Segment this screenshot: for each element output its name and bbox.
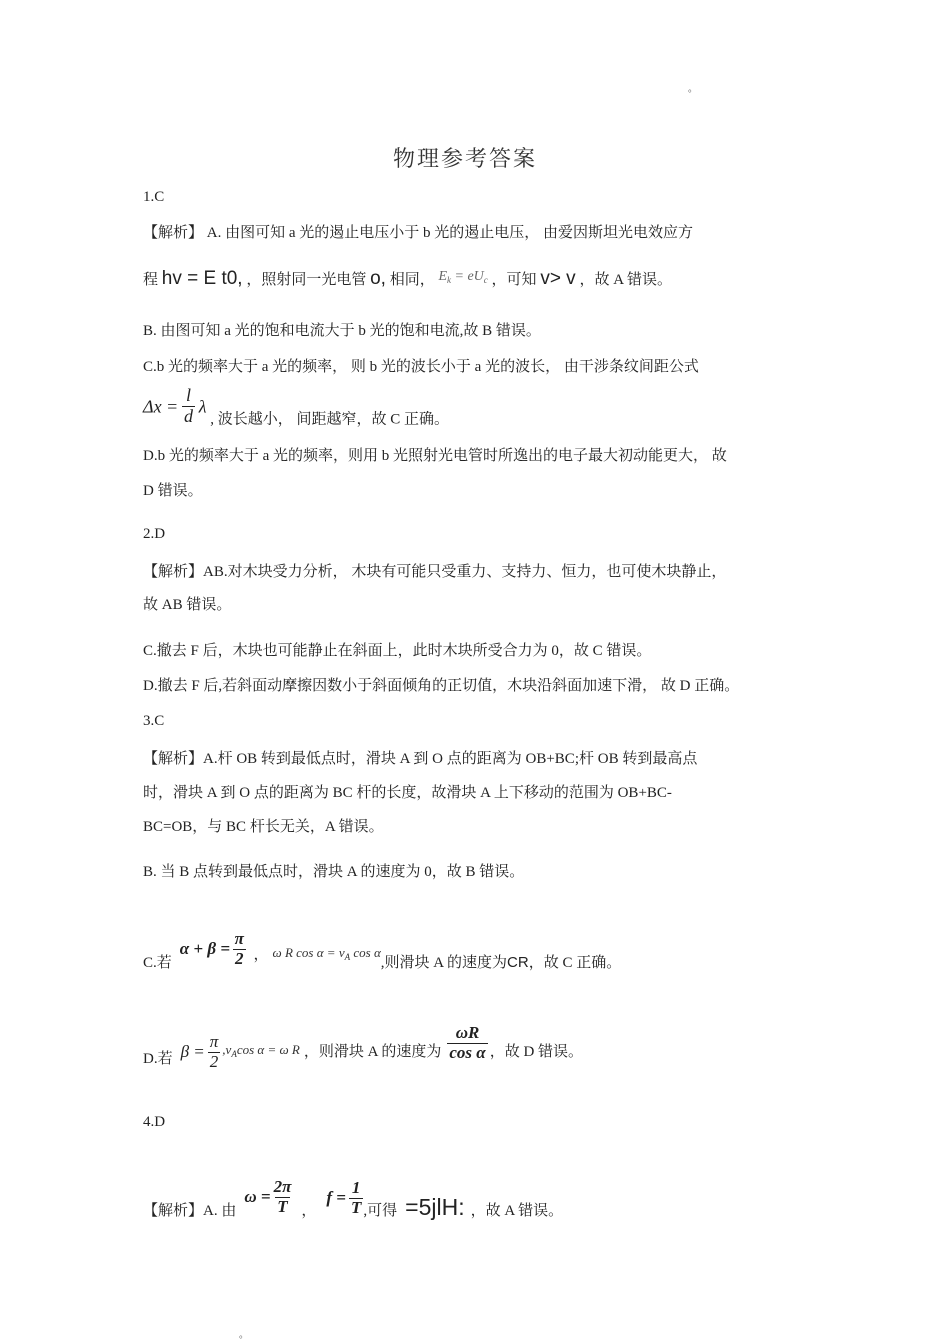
q3-c-cr: CR xyxy=(507,954,529,971)
page-title: 物理参考答案 xyxy=(393,146,538,171)
q3-c-pre: C.若 xyxy=(143,955,172,971)
q4-formula-omega: ω = $\frac{2\pi}{T}$ xyxy=(244,1176,292,1216)
q1-c-line2-text: , 波长越小， 间距越窄，故 C 正确。 xyxy=(210,411,450,428)
q3-analysis-d xyxy=(143,1016,583,1088)
q1-analysis-d-line1: D.b 光的频率大于 a 光的频率，则用 b 光照射光电管时所逸出的电子最大初动能更大， 故 xyxy=(143,448,727,464)
q1-a-mid2: 相同， xyxy=(389,272,435,288)
q3-formula-alpha-beta: α + β = $\frac{\pi}{2}$ xyxy=(179,928,244,968)
q3-analysis-a-line2: 时，滑块 A 到 O 点的距离为 BC 杆的长度，故滑块 A 上下移动的范围为 OB+BC- xyxy=(143,785,672,801)
q1-a-post: ，可知 xyxy=(491,272,537,288)
q3-d-pre: D.若 xyxy=(143,1051,173,1067)
q3-d-end: ，故 D 错误。 xyxy=(489,1044,584,1060)
header-mark: ° xyxy=(688,88,692,98)
q1-formula-dx-rhs: λ xyxy=(198,396,207,417)
q4-analysis-a xyxy=(143,1168,563,1240)
q1-formula-vv: v> v xyxy=(540,268,576,289)
q1-a-o: o, xyxy=(370,268,386,289)
q2-answer: 2.D xyxy=(143,526,166,542)
q3-formula-omega-r-cos: $\frac{\omega R}{\text{cos α}}$ xyxy=(449,1022,486,1062)
q1-a-end: ，故 A 错误。 xyxy=(579,272,672,288)
q1-analysis-c-line1: C.b 光的频率大于 a 光的频率， 则 b 光的波长小于 a 光的波长， 由干涉条纹间距公式 xyxy=(143,359,699,375)
q2-analysis-d: D.撤去 F 后,若斜面动摩擦因数小于斜面倾角的正切值，木块沿斜面加速下滑， 故 D 正确。 xyxy=(143,678,740,694)
q3-c-post: ,则滑块 A 的速度为 xyxy=(380,955,508,971)
q2-analysis-c: C.撤去 F 后，木块也可能静止在斜面上，此时木块所受合力为 0，故 C 错误。 xyxy=(143,643,652,659)
footer-mark: ° xyxy=(239,1334,243,1344)
q2-analysis-ab-line2: 故 AB 错误。 xyxy=(143,597,232,613)
q4-a-garbled: =5jlH: xyxy=(405,1194,465,1220)
q1-a-mid: ，照射同一光电管 xyxy=(246,272,367,288)
q1-analysis-b: B. 由图可知 a 光的饱和电流大于 b 光的饱和电流,故 B 错误。 xyxy=(143,323,541,339)
q1-formula-dx-fraction: $\frac{l}{d}$ xyxy=(183,385,193,426)
q3-analysis-a-line1: 【解析】A.杆 OB 转到最低点时，滑块 A 到 O 点的距离为 OB+BC;杆 OB 转到最高点 xyxy=(143,751,698,767)
q1-analysis-a-line1: 【解析】 A. 由图可知 a 光的遏止电压小于 b 光的遏止电压， 由爱因斯坦光电效应方 xyxy=(143,225,693,241)
q3-analysis-c xyxy=(143,922,621,992)
q3-c-end: ，故 C 正确。 xyxy=(528,955,622,971)
q3-formula-va: $,v_A\cos$ α = ω R xyxy=(222,1042,300,1059)
q3-analysis-b: B. 当 B 点转到最低点时，滑块 A 的速度为 0，故 B 错误。 xyxy=(143,864,525,880)
q3-d-post: ，则滑块 A 的速度为 xyxy=(303,1044,442,1060)
q3-formula-omega-r: ω R $\cos \alpha = v_A$ cos α xyxy=(272,945,381,962)
q4-a-mid: ,可得 xyxy=(363,1203,398,1219)
q3-formula-beta: β = $\frac{\pi}{2}$ xyxy=(180,1031,219,1071)
q4-a-comma: ， xyxy=(301,1203,317,1219)
q3-c-comma: ， xyxy=(253,947,269,963)
q4-a-end: ，故 A 错误。 xyxy=(470,1203,564,1219)
q1-answer: 1.C xyxy=(143,189,165,205)
q3-answer: 3.C xyxy=(143,713,165,729)
q2-analysis-ab-line1: 【解析】AB.对木块受力分析， 木块有可能只受重力、支持力、恒力，也可使木块静止， xyxy=(143,564,727,580)
q1-a-pre: 程 xyxy=(143,272,159,288)
q1-analysis-a-line2 xyxy=(143,264,672,293)
q4-formula-f: f = $\frac{1}{T}$ xyxy=(326,1177,362,1217)
q4-a-pre: 【解析】A. 由 xyxy=(143,1203,237,1219)
q1-formula-hv: hv = E t0, xyxy=(161,268,243,289)
q1-analysis-d-line2: D 错误。 xyxy=(143,483,203,499)
q1-formula-dx-lhs: Δx = xyxy=(143,396,179,417)
q1-analysis-c-line2 xyxy=(143,386,449,430)
q3-analysis-a-line3: BC=OB，与 BC 杆长无关，A 错误。 xyxy=(143,819,384,835)
q1-formula-ek: $E_k = eU_c$ xyxy=(438,269,488,285)
q4-answer: 4.D xyxy=(143,1114,166,1130)
